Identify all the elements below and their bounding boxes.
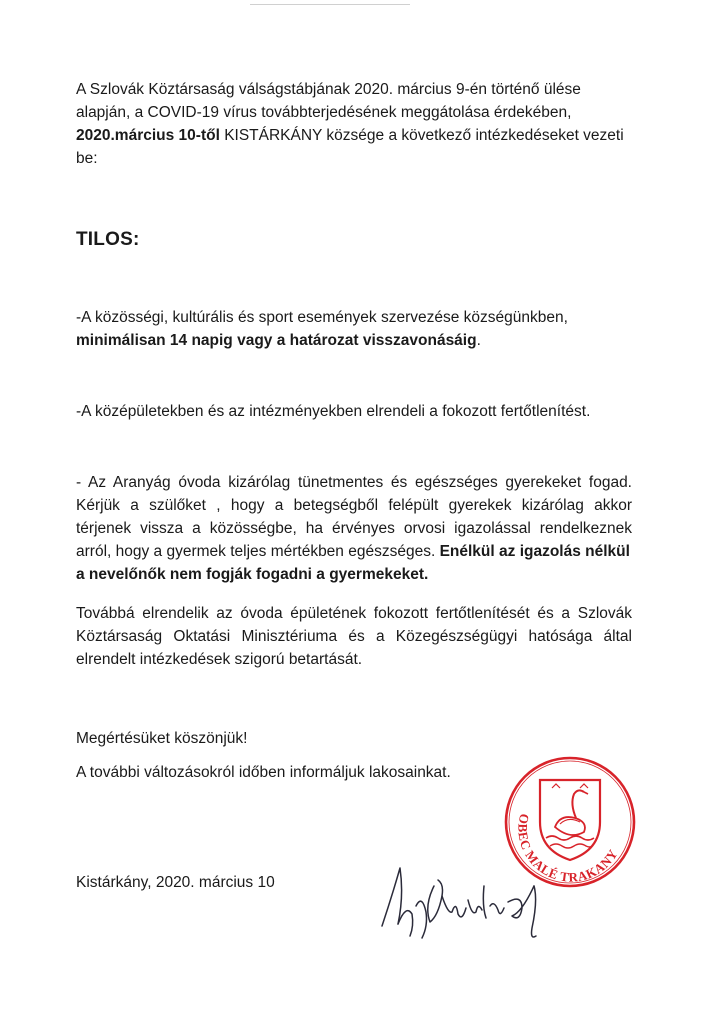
prohibited-heading: TILOS: bbox=[76, 229, 140, 250]
intro-line-4: be: bbox=[76, 150, 98, 167]
kindergarten-line-4-bold: Enélkül az igazolás nélkül bbox=[439, 543, 630, 560]
thanks-line: Megértésüket köszönjük! bbox=[76, 730, 248, 747]
stamp-text: OBEC MALÉ TRAKANY bbox=[515, 812, 621, 885]
item-events bbox=[76, 306, 632, 352]
place-date: Kistárkány, 2020. március 10 bbox=[76, 874, 275, 891]
item-disinfection bbox=[76, 400, 632, 423]
item-events-duration: minimálisan 14 napig vagy a határozat visszavonásáig bbox=[76, 332, 477, 349]
kindergarten-line-4-plain: arról, hogy a gyermek teljes mértékben egészséges. bbox=[76, 543, 440, 560]
item-further-measures bbox=[76, 602, 632, 671]
intro-line-3 bbox=[76, 124, 632, 147]
kindergarten-line-3: térjenek vissza a közösségbe, ha érvényes orvosi igazolással rendelkeznek bbox=[76, 520, 632, 537]
start-date-bold: 2020.március 10-től bbox=[76, 127, 220, 144]
further-line-3: elrendelt intézkedések szigorú betartását. bbox=[76, 651, 363, 668]
further-line-1: Továbbá elrendelik az óvoda épületének fokozott fertőtlenítését és a Szlovák bbox=[76, 605, 632, 622]
signature-icon bbox=[372, 856, 557, 946]
kindergarten-line-2: Kérjük a szülőket , hogy a betegségből felépült gyerekek kizárólag akkor bbox=[76, 497, 632, 514]
intro-line-3-rest: KISTÁRKÁNY községe a következő intézkedéseket vezeti bbox=[219, 127, 624, 144]
kindergarten-line-5 bbox=[76, 563, 632, 586]
intro-line-2: alapján, a COVID-19 vírus továbbterjedésének meggátolása érdekében, bbox=[76, 104, 572, 121]
inform-line: A további változásokról időben informáljuk lakosainkat. bbox=[76, 764, 451, 781]
item-kindergarten bbox=[76, 471, 632, 586]
kindergarten-line-5-bold: a nevelőnők nem fogják fogadni a gyermekeket. bbox=[76, 566, 429, 583]
further-line-2: Köztársaság Oktatási Minisztériuma és a Közegészségügyi hatósága által bbox=[76, 628, 632, 645]
item-disinfection-line: -A középületekben és az intézményekben elrendeli a fokozott fertőtlenítést. bbox=[76, 403, 591, 420]
intro-line-1: A Szlovák Köztársaság válságstábjának 2020. március 9-én történő ülése bbox=[76, 81, 581, 98]
kindergarten-line-4 bbox=[76, 540, 632, 563]
item-events-period: . bbox=[476, 332, 481, 349]
item-events-line-1: -A közösségi, kultúrális és sport események szervezése községünkben, bbox=[76, 309, 568, 326]
intro-paragraph bbox=[76, 78, 632, 170]
kindergarten-line-1: - Az Aranyág óvoda kizárólag tünetmentes és egészséges gyerekeket fogad. bbox=[76, 474, 632, 491]
item-events-line-2 bbox=[76, 329, 632, 352]
